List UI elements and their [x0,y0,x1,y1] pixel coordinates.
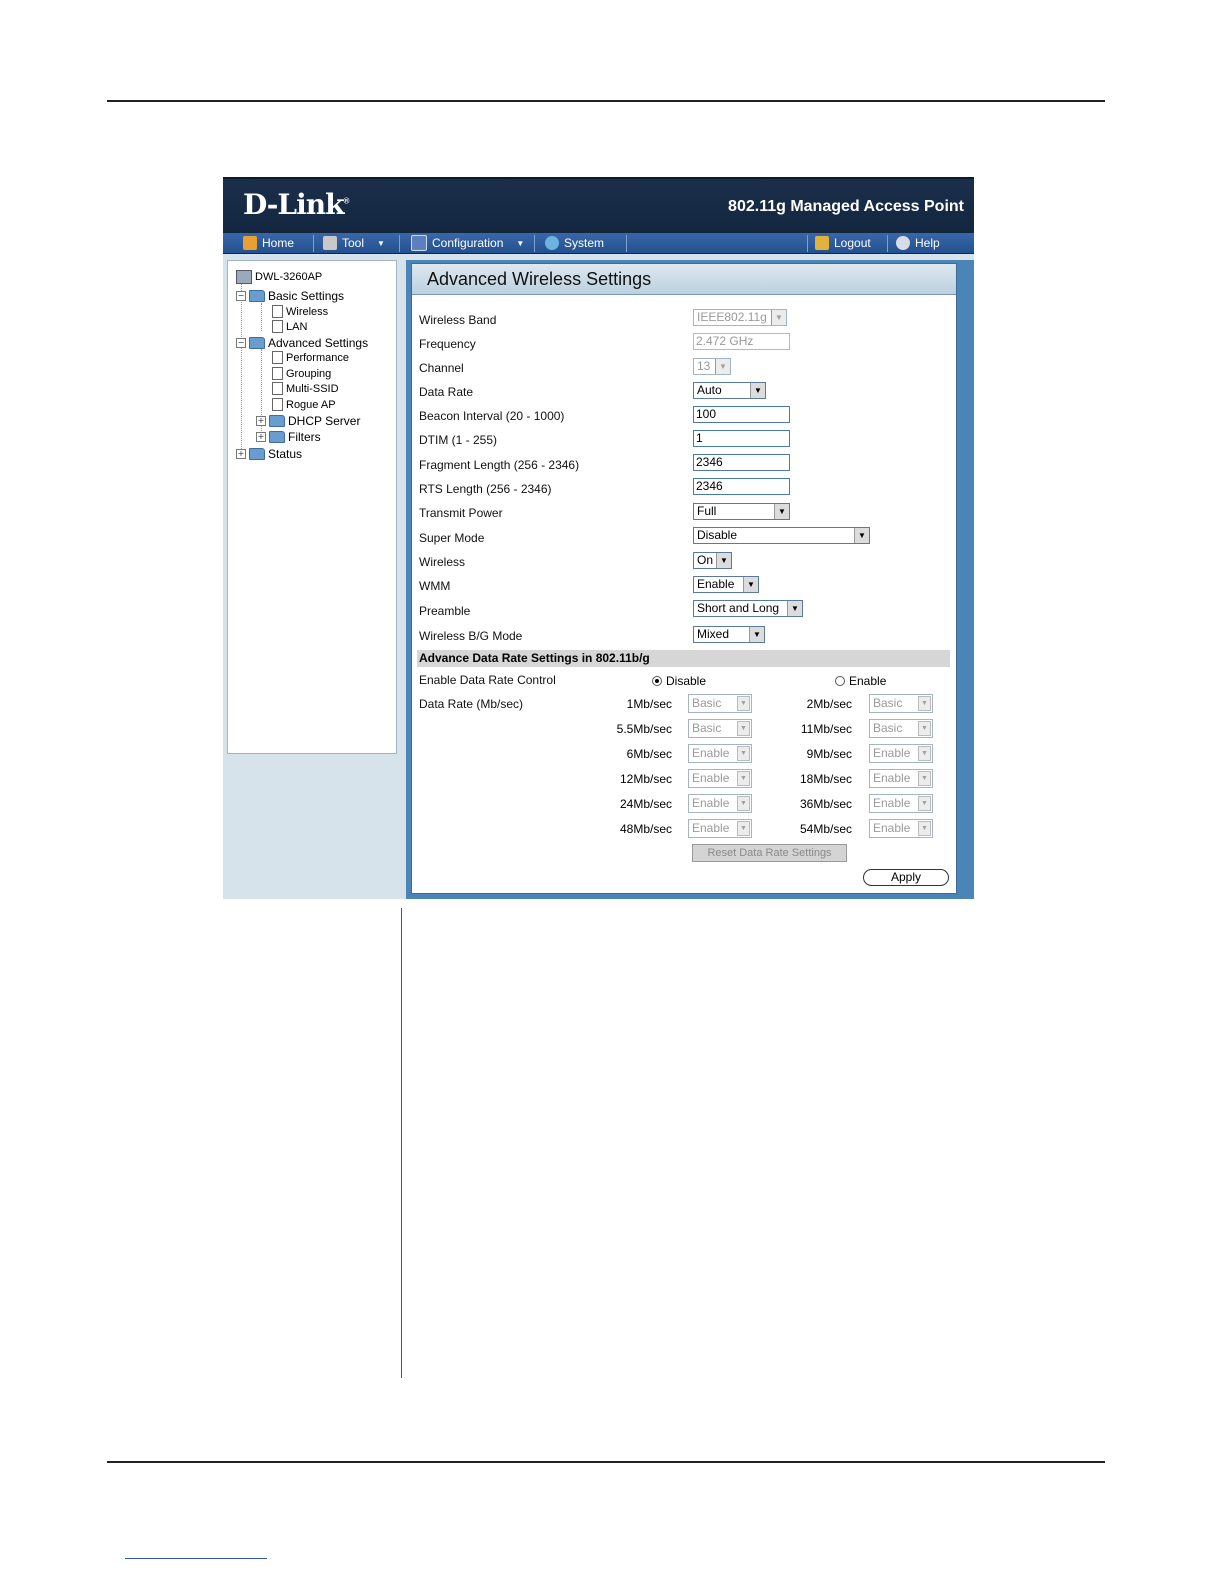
label-frequency: Frequency [419,337,476,351]
tree-root[interactable]: DWL-3260AP [236,270,322,284]
rate-label: 9Mb/sec [806,747,852,761]
tree-item-performance[interactable]: Performance [272,351,349,364]
chevron-down-icon: ▼ [750,383,765,398]
page-icon [272,351,283,364]
rate-select[interactable]: Enable ▼ [688,744,752,763]
chevron-down-icon: ▼ [771,310,786,325]
column-divider [401,908,402,1378]
rate-label: 12Mb/sec [619,772,672,786]
tree-advanced-settings[interactable]: − Advanced Settings [237,336,369,350]
chevron-down-icon: ▼ [737,721,750,736]
radio-enable[interactable]: Enable [835,674,886,688]
rate-label: 36Mb/sec [799,797,852,811]
advance-section-header: Advance Data Rate Settings in 802.11b/g [417,650,950,667]
label-transmit-power: Transmit Power [419,506,503,520]
banner [223,177,974,233]
frequency-field[interactable]: 2.472 GHz [693,333,790,350]
rate-select[interactable]: Enable ▼ [688,819,752,838]
logout-icon [815,236,829,250]
rate-label: 24Mb/sec [619,797,672,811]
chevron-down-icon: ▼ [737,796,750,811]
rate-label: 6Mb/sec [626,747,672,761]
save-icon [411,235,427,251]
page-icon [272,382,283,395]
chevron-down-icon: ▼ [715,359,730,374]
bg-mode-select[interactable]: Mixed ▼ [693,626,765,643]
data-rate-select[interactable]: Auto ▼ [693,382,766,399]
tree-item-multi-ssid[interactable]: Multi-SSID [272,382,339,395]
menu-help[interactable]: Help [896,233,940,253]
chevron-down-icon: ▼ [787,601,802,616]
rate-select[interactable]: Basic ▼ [688,719,752,738]
menu-tool[interactable]: Tool ▼ [323,233,385,253]
tree-item-lan[interactable]: LAN [272,320,307,333]
rate-label: 11Mb/sec [800,722,852,736]
chevron-down-icon: ▼ [918,696,931,711]
tree-item-grouping[interactable]: Grouping [272,367,331,380]
menu-system[interactable]: System [545,233,604,253]
chevron-down-icon: ▼ [918,796,931,811]
chevron-down-icon: ▼ [516,238,525,248]
chevron-down-icon: ▼ [918,746,931,761]
rate-select[interactable]: Enable ▼ [869,744,933,763]
chevron-down-icon: ▼ [716,553,731,568]
tree-item-rogue-ap[interactable]: Rogue AP [272,398,336,411]
label-wireless: Wireless [419,555,466,569]
folder-icon [249,448,265,460]
rate-label: 2Mb/sec [806,697,852,711]
chevron-down-icon: ▼ [918,771,931,786]
rate-select[interactable]: Enable ▼ [688,794,752,813]
label-data-rate-control: Enable Data Rate Control [419,673,556,687]
chevron-down-icon: ▼ [774,504,789,519]
label-wmm: WMM [419,579,451,593]
rate-label: 54Mb/sec [799,822,852,836]
expand-icon[interactable]: + [257,416,265,425]
label-wireless-band: Wireless Band [419,313,497,327]
preamble-select[interactable]: Short and Long ▼ [693,600,803,617]
chevron-down-icon: ▼ [737,821,750,836]
rate-select[interactable]: Enable ▼ [869,794,933,813]
folder-icon [269,431,285,443]
menu-home[interactable]: Home [243,233,294,253]
rate-label: 1Mb/sec [626,697,672,711]
folder-icon [269,415,285,427]
wireless-select[interactable]: On ▼ [693,552,732,569]
tree-status[interactable]: + Status [237,447,303,461]
tree-basic-settings[interactable]: − Basic Settings [237,289,345,303]
bottom-rule [107,1461,1105,1463]
rate-select[interactable]: Basic ▼ [869,694,933,713]
page-icon [272,398,283,411]
page-icon [272,367,283,380]
label-dtim: DTIM (1 - 255) [419,433,498,447]
chevron-down-icon: ▼ [749,627,764,642]
rts-length-field[interactable]: 2346 [693,478,790,495]
page-icon [272,305,283,318]
label-super-mode: Super Mode [419,531,485,545]
navigation-tree [227,260,397,754]
tree-filters[interactable]: + Filters [257,430,321,444]
expand-icon[interactable]: + [257,432,265,441]
label-preamble: Preamble [419,604,471,618]
label-beacon-interval: Beacon Interval (20 - 1000) [419,409,565,423]
wmm-select[interactable]: Enable ▼ [693,576,759,593]
rate-select[interactable]: Basic ▼ [688,694,752,713]
collapse-icon[interactable]: − [237,338,245,347]
footer-link-underline [125,1558,267,1559]
browser-window [223,177,974,899]
page-title: Advanced Wireless Settings [427,269,652,289]
rate-label: 5.5Mb/sec [616,722,672,736]
tree-item-wireless[interactable]: Wireless [272,305,328,318]
radio-disable[interactable]: Disable [652,674,706,688]
chevron-down-icon: ▼ [737,746,750,761]
menu-bar [223,233,974,254]
collapse-icon[interactable]: − [237,291,245,300]
rate-select[interactable]: Enable ▼ [688,769,752,788]
beacon-interval-field[interactable]: 100 [693,406,790,423]
rate-select[interactable]: Enable ▼ [869,819,933,838]
chevron-down-icon: ▼ [377,238,385,248]
folder-icon [249,337,265,349]
super-mode-select[interactable]: Disable ▼ [693,527,870,544]
chevron-down-icon: ▼ [737,696,750,711]
rate-label: 48Mb/sec [619,822,672,836]
dlink-logo: D-Link® [243,188,349,221]
dtim-field[interactable]: 1 [693,430,790,447]
radio-unchecked-icon [835,676,845,686]
reset-data-rate-button[interactable]: Reset Data Rate Settings [692,844,847,862]
system-icon [545,236,559,250]
wireless-band-select[interactable]: IEEE802.11g ▼ [693,309,787,326]
channel-select[interactable]: 13 ▼ [693,358,731,375]
label-rts-length: RTS Length (256 - 2346) [419,482,552,496]
rate-select[interactable]: Enable ▼ [869,769,933,788]
apply-button[interactable]: Apply [863,869,949,886]
page-header [412,264,956,295]
tool-icon [323,236,337,250]
chevron-down-icon: ▼ [918,721,931,736]
computer-icon [236,270,252,284]
transmit-power-select[interactable]: Full ▼ [693,503,790,520]
label-bg-mode: Wireless B/G Mode [419,629,523,643]
chevron-down-icon: ▼ [918,821,931,836]
folder-icon [249,290,265,302]
rate-select[interactable]: Basic ▼ [869,719,933,738]
chevron-down-icon: ▼ [854,528,869,543]
page-icon [272,320,283,333]
label-fragment-length: Fragment Length (256 - 2346) [419,458,580,472]
settings-form [411,263,957,894]
fragment-length-field[interactable]: 2346 [693,454,790,471]
rate-label: 18Mb/sec [799,772,852,786]
radio-checked-icon [652,676,662,686]
help-icon [896,236,910,250]
product-title: 802.11g Managed Access Point [728,198,964,215]
expand-icon[interactable]: + [237,449,245,458]
content-panel [406,260,974,899]
menu-logout[interactable]: Logout [815,233,871,253]
top-rule [107,100,1105,102]
label-data-rate-mbps: Data Rate (Mb/sec) [419,697,524,711]
label-data-rate: Data Rate [419,385,474,399]
chevron-down-icon: ▼ [743,577,758,592]
chevron-down-icon: ▼ [737,771,750,786]
label-channel: Channel [419,361,464,375]
menu-configuration[interactable]: Configuration ▼ [411,233,524,253]
tree-dhcp-server[interactable]: + DHCP Server [257,414,361,428]
home-icon [243,236,257,250]
